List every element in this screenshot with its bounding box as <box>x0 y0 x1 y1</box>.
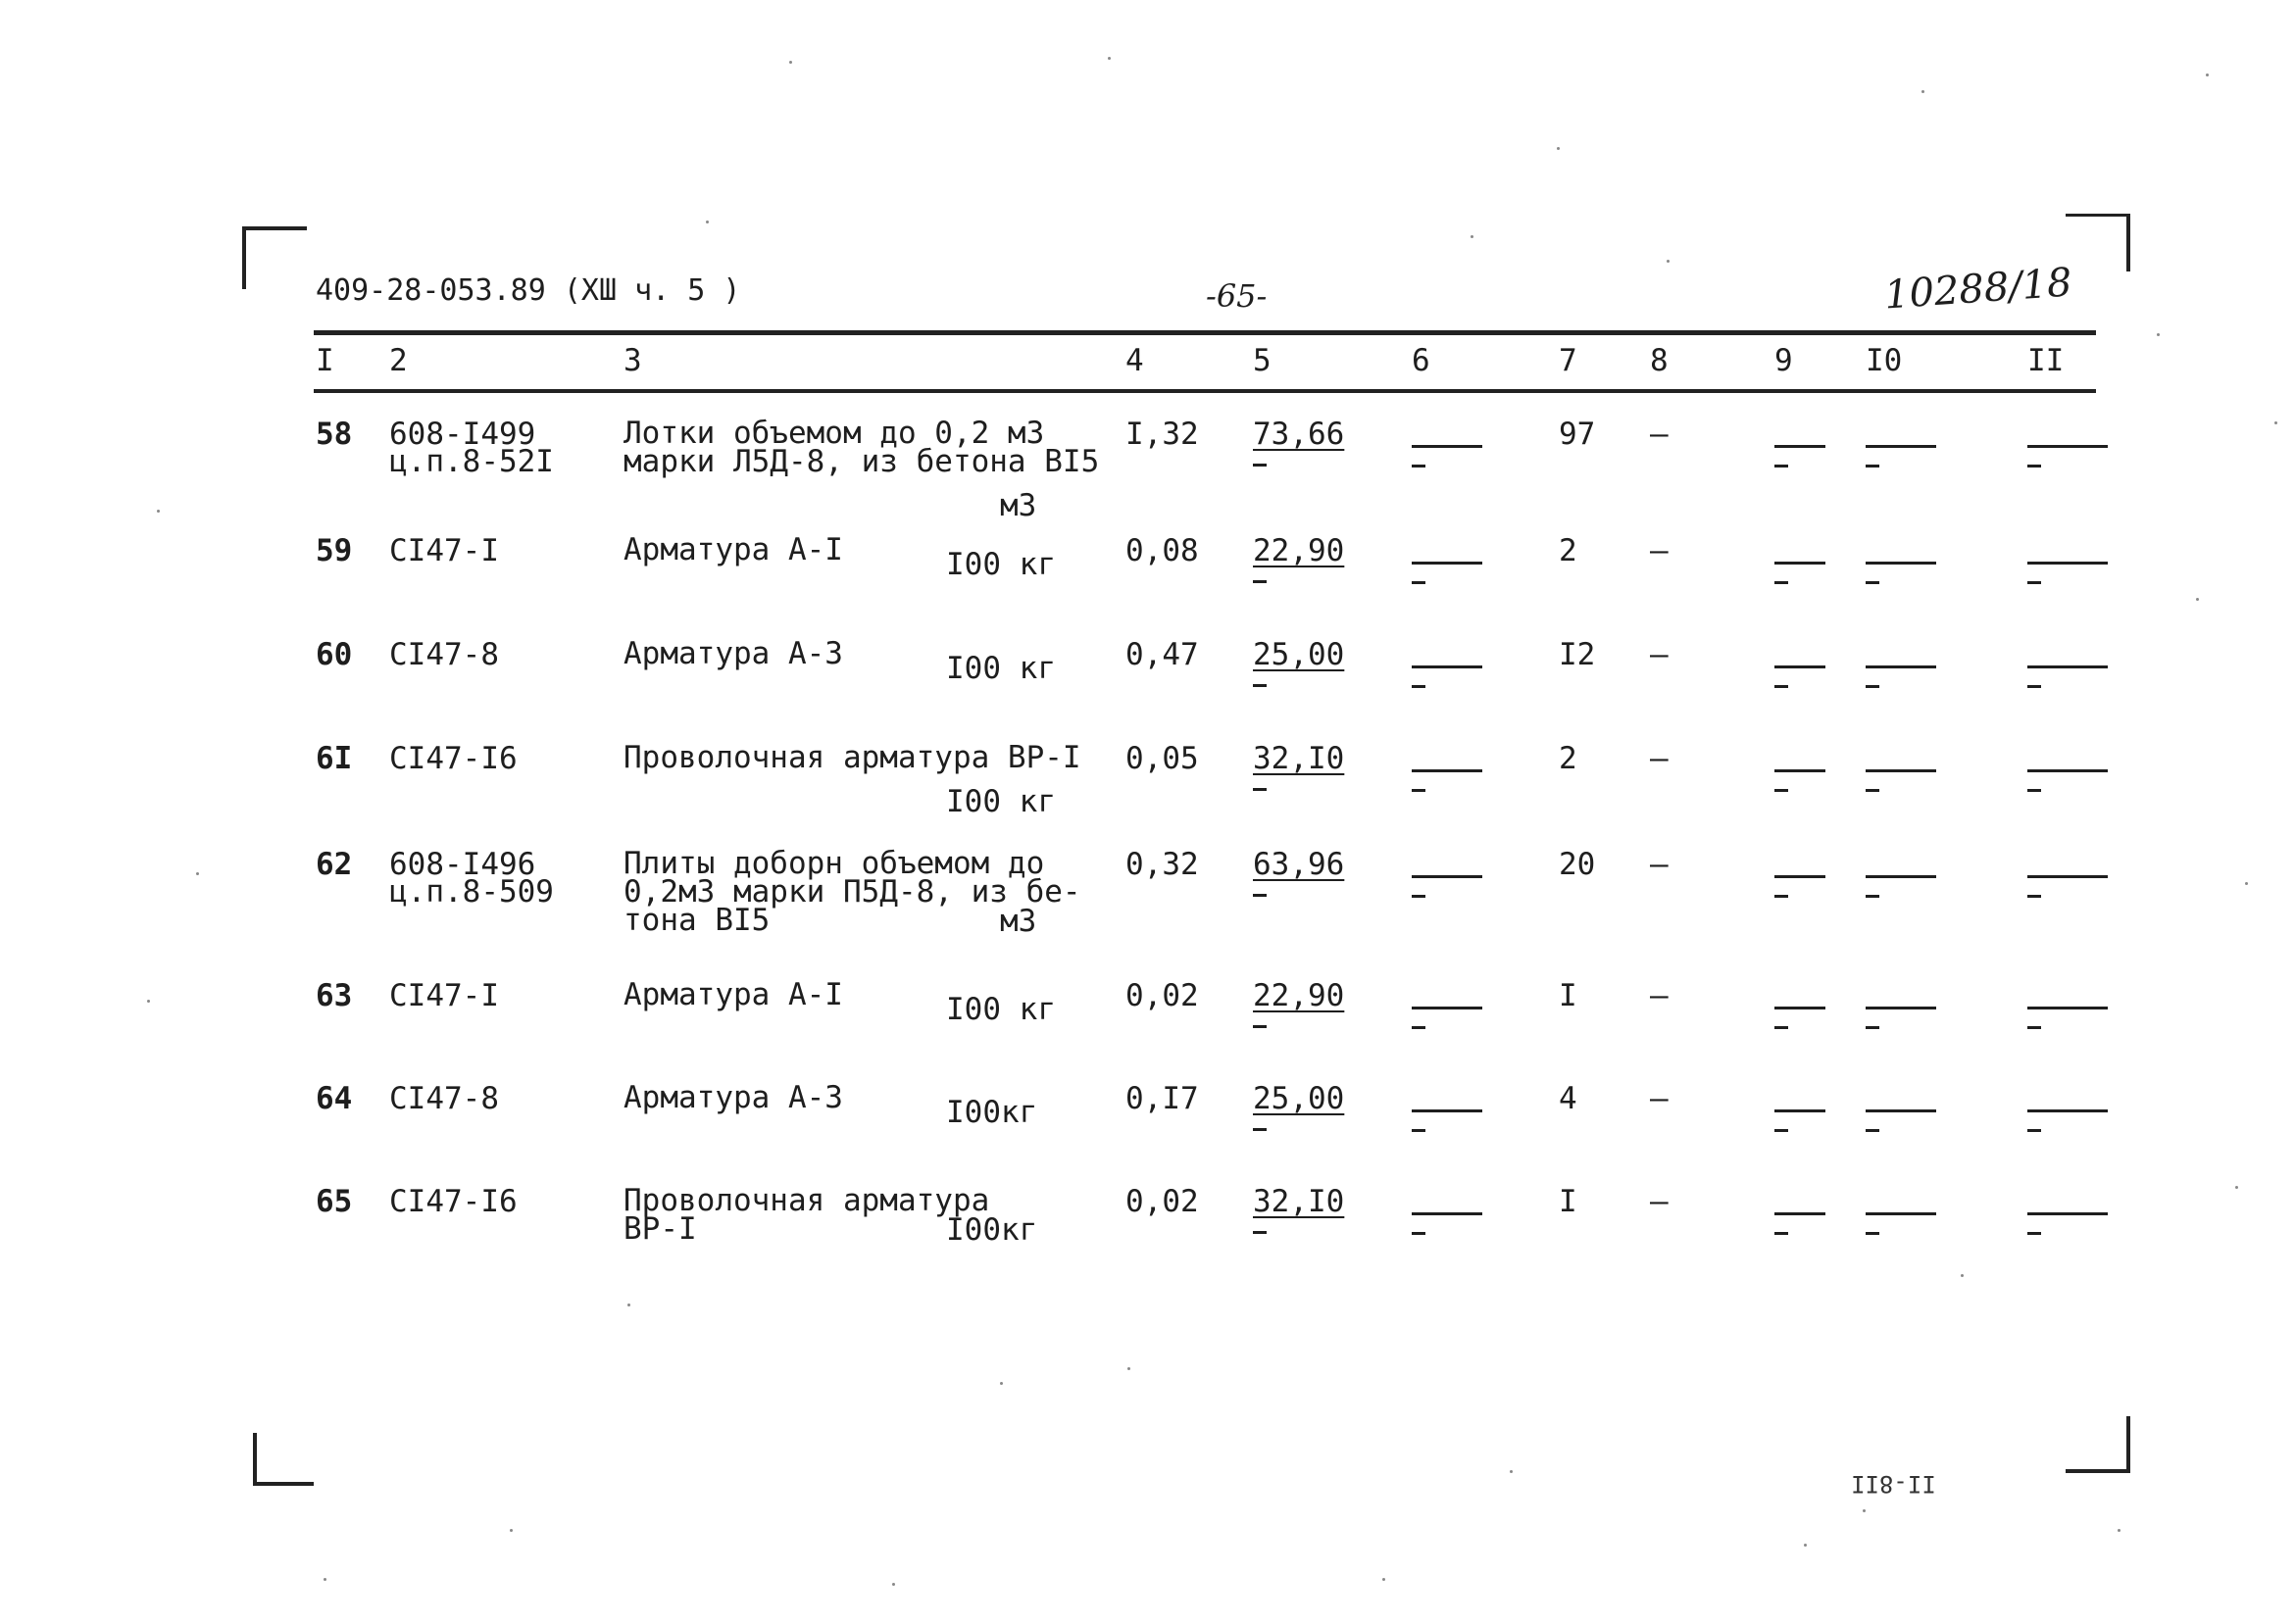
col6-dash-top <box>1412 445 1482 448</box>
scan-speck <box>627 1304 630 1306</box>
price-code: СI47-I6 <box>389 1184 518 1219</box>
col9-dash-top <box>1774 875 1825 878</box>
quantity: 0,08 <box>1125 533 1199 568</box>
col6-dash-top <box>1412 769 1482 772</box>
document-code: 409-28-053.89 (ХШ ч. 5 ) <box>316 273 741 308</box>
col9-dash-bottom <box>1774 581 1788 584</box>
unit-price: 25,00 <box>1253 637 1345 672</box>
col6-dash-top <box>1412 1109 1482 1112</box>
scan-speck <box>1863 1509 1866 1512</box>
table-header-rule <box>314 389 2096 393</box>
col9-dash-bottom <box>1774 1232 1788 1235</box>
work-description: Плиты доборн объемом до <box>624 846 1045 881</box>
col8-value: – <box>1650 978 1669 1013</box>
labor-value: I <box>1559 1184 1577 1219</box>
scan-speck <box>324 1578 326 1581</box>
scan-speck <box>1127 1367 1130 1370</box>
labor-value: 2 <box>1559 741 1577 776</box>
unit-price: 32,I0 <box>1253 741 1345 776</box>
col10-dash-top <box>1866 1212 1936 1215</box>
price-code: СI47-8 <box>389 1081 499 1116</box>
col8-value: – <box>1650 741 1669 776</box>
unit-of-measure: м3 <box>1000 904 1037 939</box>
quantity: 0,05 <box>1125 741 1199 776</box>
unit-of-measure: I00кг <box>946 1212 1038 1248</box>
col10-dash-top <box>1866 875 1936 878</box>
labor-value: I2 <box>1559 637 1596 672</box>
col8-value: – <box>1650 1184 1669 1219</box>
scan-speck <box>1510 1470 1513 1473</box>
col9-dash-bottom <box>1774 1026 1788 1029</box>
column-header-5: 5 <box>1253 343 1272 378</box>
col6-dash-bottom <box>1412 789 1425 792</box>
price-code: 608-I496 <box>389 847 536 882</box>
col10-dash-bottom <box>1866 581 1879 584</box>
work-description: Арматура А-3 <box>624 1080 843 1115</box>
col10-dash-bottom <box>1866 895 1879 898</box>
col6-dash-bottom <box>1412 1026 1425 1029</box>
work-description: Лотки объемом до 0,2 м3 <box>624 416 1045 451</box>
col10-dash-top <box>1866 1007 1936 1009</box>
col11-dash-bottom <box>2027 895 2041 898</box>
scan-speck <box>1471 235 1473 238</box>
scan-speck <box>706 221 709 223</box>
col11-dash-bottom <box>2027 465 2041 468</box>
col11-dash-top <box>2027 769 2108 772</box>
scan-speck <box>1961 1274 1964 1277</box>
labor-value: 4 <box>1559 1081 1577 1116</box>
unit-price: 25,00 <box>1253 1081 1345 1116</box>
col11-dash-top <box>2027 445 2108 448</box>
scan-speck <box>157 510 160 513</box>
scan-speck <box>1921 90 1924 93</box>
row-number: 62 <box>316 847 353 882</box>
work-description: Проволочная арматура <box>624 1183 990 1218</box>
price-dash <box>1253 684 1267 687</box>
col6-dash-bottom <box>1412 581 1425 584</box>
work-description: марки Л5Д-8, из бетона ВI5 <box>624 444 1100 479</box>
col9-dash-bottom <box>1774 465 1788 468</box>
column-header-1: I <box>316 343 334 378</box>
quantity: 0,02 <box>1125 1184 1199 1219</box>
col10-dash-top <box>1866 665 1936 668</box>
row-number: 6I <box>316 741 353 776</box>
work-description: тона ВI5 <box>624 903 771 938</box>
col10-dash-bottom <box>1866 465 1879 468</box>
col10-dash-top <box>1866 769 1936 772</box>
corner-mark-bottom-left <box>253 1433 314 1486</box>
price-code: СI47-I <box>389 978 499 1013</box>
unit-of-measure: I00 кг <box>946 992 1056 1027</box>
scan-speck <box>892 1583 895 1586</box>
col11-dash-bottom <box>2027 1129 2041 1132</box>
price-dash <box>1253 788 1267 791</box>
unit-price: 22,90 <box>1253 533 1345 568</box>
col9-dash-bottom <box>1774 685 1788 688</box>
col9-dash-top <box>1774 445 1825 448</box>
price-dash <box>1253 894 1267 897</box>
scan-speck <box>1557 147 1560 150</box>
column-header-2: 2 <box>389 343 408 378</box>
labor-value: 2 <box>1559 533 1577 568</box>
col10-dash-bottom <box>1866 1232 1879 1235</box>
scan-speck <box>2274 421 2277 424</box>
col8-value: – <box>1650 533 1669 568</box>
col11-dash-top <box>2027 875 2108 878</box>
quantity: 0,02 <box>1125 978 1199 1013</box>
work-description: 0,2м3 марки П5Д-8, из бе- <box>624 874 1081 910</box>
col9-dash-bottom <box>1774 789 1788 792</box>
col9-dash-bottom <box>1774 1129 1788 1132</box>
corner-mark-top-left <box>242 226 307 289</box>
col11-dash-top <box>2027 1212 2108 1215</box>
quantity: I,32 <box>1125 417 1199 452</box>
column-header-10: I0 <box>1866 343 1903 378</box>
col9-dash-top <box>1774 1007 1825 1009</box>
column-header-6: 6 <box>1412 343 1430 378</box>
scan-speck <box>2157 333 2160 336</box>
row-number: 64 <box>316 1081 353 1116</box>
col6-dash-top <box>1412 875 1482 878</box>
scan-speck <box>1804 1544 1807 1547</box>
scan-speck <box>1000 1382 1003 1385</box>
scan-speck <box>2245 882 2248 885</box>
col11-dash-top <box>2027 665 2108 668</box>
col8-value: – <box>1650 1081 1669 1116</box>
price-dash <box>1253 464 1267 467</box>
unit-of-measure: I00 кг <box>946 651 1056 686</box>
col10-dash-top <box>1866 445 1936 448</box>
price-code: СI47-I <box>389 533 499 568</box>
col11-dash-bottom <box>2027 789 2041 792</box>
unit-of-measure: I00кг <box>946 1095 1038 1130</box>
col10-dash-top <box>1866 1109 1936 1112</box>
table-top-rule <box>314 330 2096 335</box>
col11-dash-bottom <box>2027 581 2041 584</box>
price-code: ц.п.8-509 <box>389 874 554 910</box>
column-header-9: 9 <box>1774 343 1793 378</box>
scan-speck <box>1108 57 1111 60</box>
unit-price: 63,96 <box>1253 847 1345 882</box>
unit-of-measure: I00 кг <box>946 547 1056 582</box>
col11-dash-top <box>2027 1007 2108 1009</box>
col10-dash-bottom <box>1866 1129 1879 1132</box>
col11-dash-top <box>2027 1109 2108 1112</box>
col6-dash-bottom <box>1412 1129 1425 1132</box>
col10-dash-bottom <box>1866 1026 1879 1029</box>
work-description: Арматура А-3 <box>624 636 843 671</box>
col9-dash-top <box>1774 665 1825 668</box>
price-code: СI47-I6 <box>389 741 518 776</box>
corner-mark-top-right <box>2066 214 2130 271</box>
row-number: 63 <box>316 978 353 1013</box>
col10-dash-bottom <box>1866 685 1879 688</box>
scan-speck <box>2118 1529 2120 1532</box>
price-dash <box>1253 1128 1267 1131</box>
work-description: Проволочная арматура ВР-I <box>624 740 1081 775</box>
col9-dash-bottom <box>1774 895 1788 898</box>
col6-dash-top <box>1412 665 1482 668</box>
unit-price: 22,90 <box>1253 978 1345 1013</box>
col8-value: – <box>1650 637 1669 672</box>
scan-speck <box>2235 1186 2238 1189</box>
labor-value: 97 <box>1559 417 1596 452</box>
scan-speck <box>1667 260 1670 263</box>
work-description: ВР-I <box>624 1211 697 1247</box>
unit-price: 32,I0 <box>1253 1184 1345 1219</box>
unit-price: 73,66 <box>1253 417 1345 452</box>
page-number: -65- <box>1206 277 1268 315</box>
price-dash <box>1253 1025 1267 1028</box>
col10-dash-bottom <box>1866 789 1879 792</box>
archive-stamp: II-8II <box>1851 1470 1936 1498</box>
column-header-11: II <box>2027 343 2065 378</box>
labor-value: 20 <box>1559 847 1596 882</box>
column-header-8: 8 <box>1650 343 1669 378</box>
scan-speck <box>789 61 792 64</box>
col6-dash-top <box>1412 562 1482 565</box>
row-number: 65 <box>316 1184 353 1219</box>
row-number: 60 <box>316 637 353 672</box>
col11-dash-bottom <box>2027 1232 2041 1235</box>
col6-dash-top <box>1412 1007 1482 1009</box>
col6-dash-top <box>1412 1212 1482 1215</box>
column-header-3: 3 <box>624 343 642 378</box>
col8-value: – <box>1650 417 1669 452</box>
price-dash <box>1253 580 1267 583</box>
col9-dash-top <box>1774 1109 1825 1112</box>
col6-dash-bottom <box>1412 895 1425 898</box>
col8-value: – <box>1650 847 1669 882</box>
quantity: 0,47 <box>1125 637 1199 672</box>
col9-dash-top <box>1774 1212 1825 1215</box>
row-number: 58 <box>316 417 353 452</box>
col11-dash-bottom <box>2027 685 2041 688</box>
column-header-4: 4 <box>1125 343 1144 378</box>
col6-dash-bottom <box>1412 685 1425 688</box>
unit-of-measure: I00 кг <box>946 784 1056 819</box>
scan-speck <box>510 1529 513 1532</box>
scan-speck <box>2206 74 2209 76</box>
work-description: Арматура А-I <box>624 532 843 567</box>
scan-speck <box>196 872 199 875</box>
row-number: 59 <box>316 533 353 568</box>
col10-dash-top <box>1866 562 1936 565</box>
scan-speck <box>1382 1578 1385 1581</box>
col9-dash-top <box>1774 562 1825 565</box>
col6-dash-bottom <box>1412 1232 1425 1235</box>
quantity: 0,I7 <box>1125 1081 1199 1116</box>
corner-mark-bottom-right <box>2066 1416 2130 1473</box>
price-code: 608-I499 <box>389 417 536 452</box>
inventory-number: 10288/18 <box>1882 260 2073 319</box>
column-header-7: 7 <box>1559 343 1577 378</box>
col6-dash-bottom <box>1412 465 1425 468</box>
price-code: СI47-8 <box>389 637 499 672</box>
scan-speck <box>147 1000 150 1003</box>
price-code: ц.п.8-52I <box>389 444 554 479</box>
work-description: Арматура А-I <box>624 977 843 1012</box>
scan-speck <box>2196 598 2199 601</box>
quantity: 0,32 <box>1125 847 1199 882</box>
col11-dash-bottom <box>2027 1026 2041 1029</box>
col11-dash-top <box>2027 562 2108 565</box>
unit-of-measure: м3 <box>1000 488 1037 523</box>
col9-dash-top <box>1774 769 1825 772</box>
price-dash <box>1253 1231 1267 1234</box>
labor-value: I <box>1559 978 1577 1013</box>
